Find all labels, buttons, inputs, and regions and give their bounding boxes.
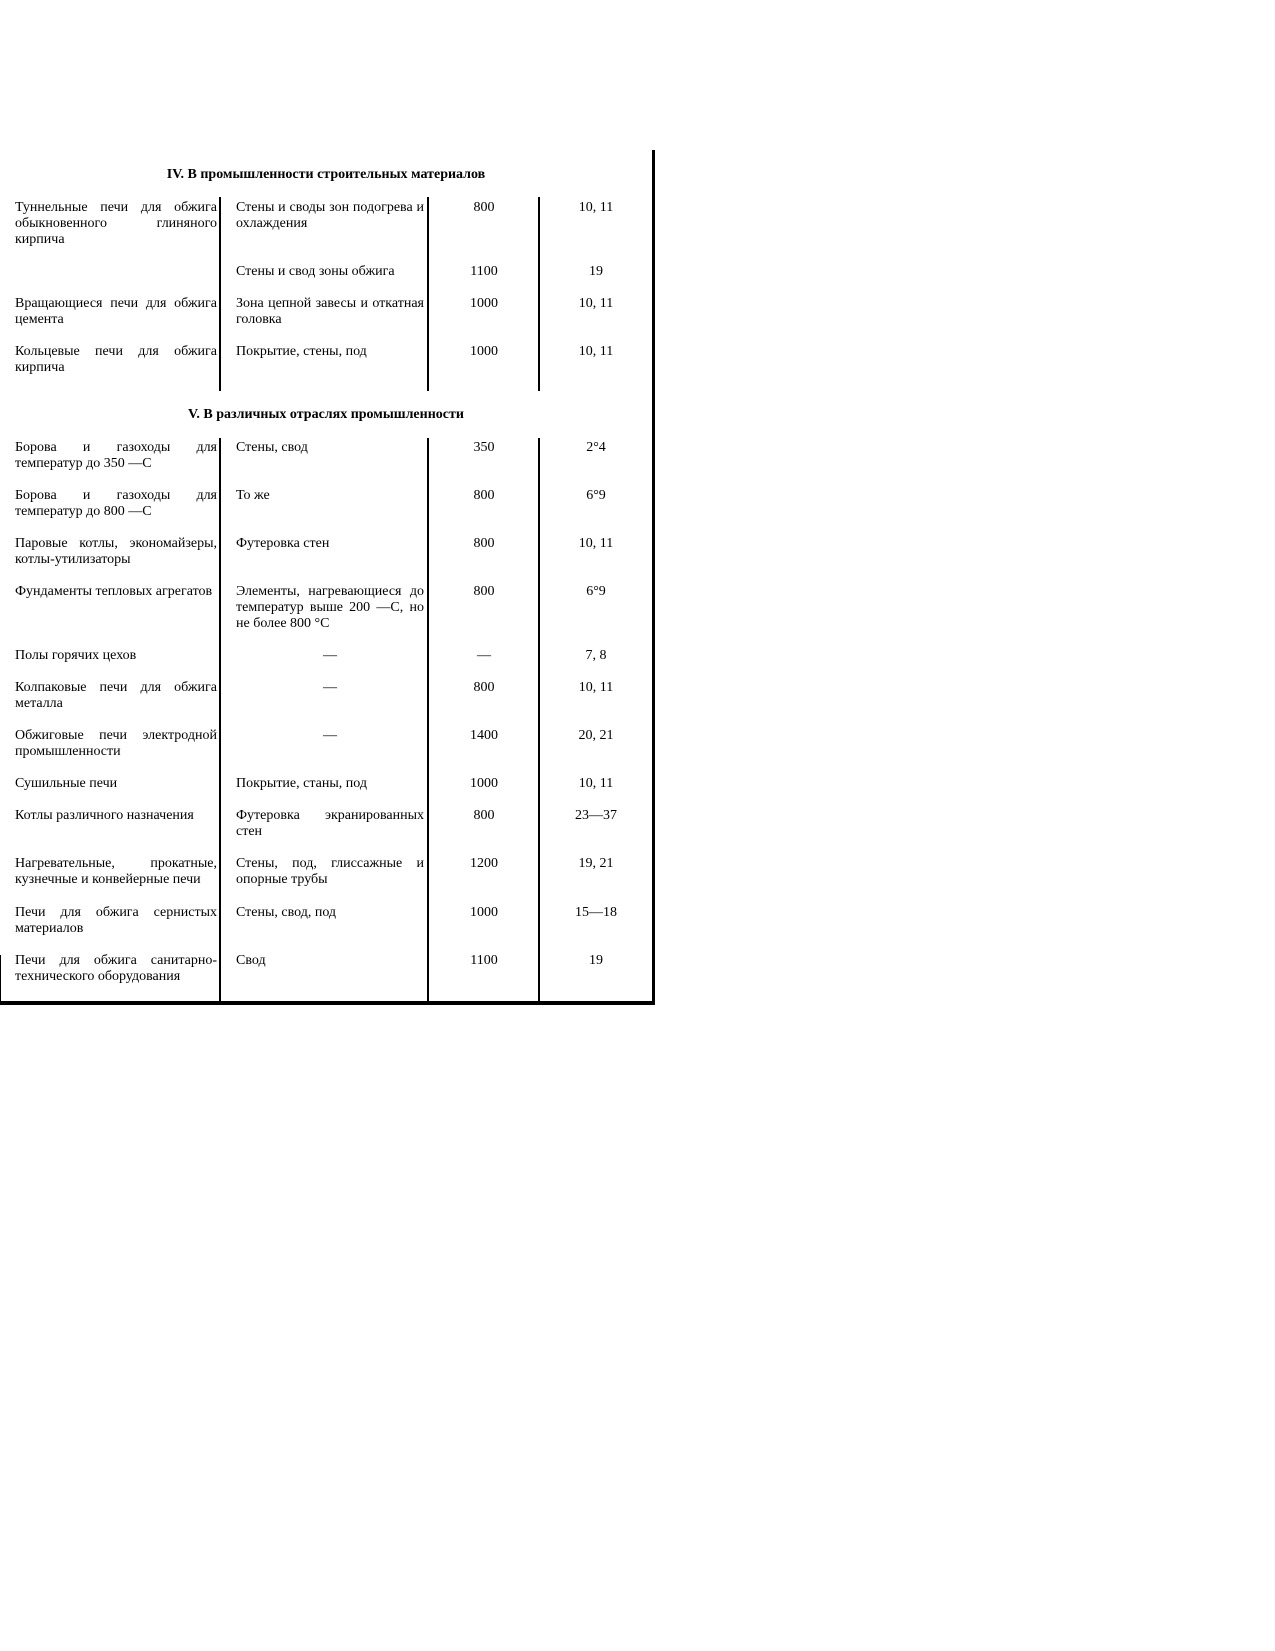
reference-cell: 10, 11 — [578, 296, 614, 311]
column-divider — [427, 438, 429, 1005]
table-right-border — [652, 150, 655, 1005]
column-divider — [538, 197, 540, 391]
element-cell: Стены и своды зон подогрева и охлаждения — [236, 200, 424, 231]
reference-cell: 15—18 — [575, 905, 617, 920]
temperature-cell: 1000 — [470, 776, 498, 791]
element-cell: Футеровка экранированных стен — [236, 808, 424, 839]
document-table — [0, 150, 655, 1005]
object-cell: Кольцевые печи для обжига кирпича — [15, 344, 217, 375]
section-title: V. В различных отраслях промышленности — [188, 407, 464, 422]
element-cell: — — [323, 648, 337, 663]
element-cell: То же — [236, 488, 270, 503]
object-cell: Нагревательные, прокатные, кузнечные и конвейерные печи — [15, 856, 217, 887]
temperature-cell: — — [477, 648, 491, 663]
object-cell: Борова и газоходы для температур до 350 —С — [15, 440, 217, 471]
column-divider — [219, 197, 221, 391]
temperature-cell: 800 — [473, 536, 495, 551]
temperature-cell: 800 — [473, 488, 495, 503]
object-cell: Колпаковые печи для обжига металла — [15, 680, 217, 711]
temperature-cell: 1000 — [470, 344, 498, 359]
temperature-cell: 800 — [473, 808, 495, 823]
reference-cell: 10, 11 — [578, 680, 614, 695]
reference-cell: 6°9 — [586, 488, 606, 503]
column-divider — [427, 197, 429, 391]
temperature-cell: 1000 — [470, 296, 498, 311]
reference-cell: 7, 8 — [585, 648, 607, 663]
element-cell: Стены, свод, под — [236, 905, 337, 920]
table-left-border-stub — [0, 955, 1, 1005]
object-cell: Фундаменты тепловых агрегатов — [15, 584, 213, 599]
object-cell: Борова и газоходы для температур до 800 —С — [15, 488, 217, 519]
reference-cell: 2°4 — [586, 440, 606, 455]
object-cell: Котлы различного назначения — [15, 808, 194, 823]
object-cell: Вращающиеся печи для обжига цемента — [15, 296, 217, 327]
reference-cell: 10, 11 — [578, 536, 614, 551]
reference-cell: 19 — [589, 953, 603, 968]
object-cell: Обжиговые печи электродной промышленности — [15, 728, 217, 759]
temperature-cell: 800 — [473, 200, 495, 215]
object-cell: Печи для обжига санитарно-технического оборудования — [15, 953, 217, 984]
reference-cell: 10, 11 — [578, 776, 614, 791]
table-bottom-border — [0, 1001, 655, 1005]
column-divider — [219, 438, 221, 1005]
section-title: IV. В промышленности строительных материалов — [166, 167, 486, 182]
object-cell: Туннельные печи для обжига обыкновенного глиняного кирпича — [15, 200, 217, 247]
reference-cell: 19, 21 — [578, 856, 614, 871]
reference-cell: 10, 11 — [578, 200, 614, 215]
reference-cell: 20, 21 — [578, 728, 614, 743]
temperature-cell: 350 — [473, 440, 495, 455]
object-cell: Печи для обжига сернистых материалов — [15, 905, 217, 936]
reference-cell: 19 — [589, 264, 603, 279]
temperature-cell: 1100 — [470, 264, 498, 279]
element-cell: — — [323, 680, 337, 695]
element-cell: Элементы, нагревающиеся до температур выше 200 —С, но не более 800 °С — [236, 584, 424, 631]
element-cell: Покрытие, стены, под — [236, 344, 367, 359]
element-cell: Покрытие, станы, под — [236, 776, 367, 791]
temperature-cell: 1000 — [470, 905, 498, 920]
element-cell: Свод — [236, 953, 266, 968]
element-cell: Стены, свод — [236, 440, 308, 455]
reference-cell: 6°9 — [586, 584, 606, 599]
object-cell: Сушильные печи — [15, 776, 118, 791]
element-cell: Зона цепной завесы и откатная головка — [236, 296, 424, 327]
element-cell: Стены, под, глиссажные и опорные трубы — [236, 856, 424, 887]
temperature-cell: 1400 — [470, 728, 498, 743]
reference-cell: 23—37 — [575, 808, 617, 823]
temperature-cell: 1200 — [470, 856, 498, 871]
element-cell: Стены и свод зоны обжига — [236, 264, 395, 279]
temperature-cell: 1100 — [470, 953, 498, 968]
reference-cell: 10, 11 — [578, 344, 614, 359]
temperature-cell: 800 — [473, 584, 495, 599]
element-cell: Футеровка стен — [236, 536, 330, 551]
element-cell: — — [323, 728, 337, 743]
object-cell: Паровые котлы, экономайзеры, котлы-утилизаторы — [15, 536, 217, 567]
object-cell: Полы горячих цехов — [15, 648, 137, 663]
temperature-cell: 800 — [473, 680, 495, 695]
